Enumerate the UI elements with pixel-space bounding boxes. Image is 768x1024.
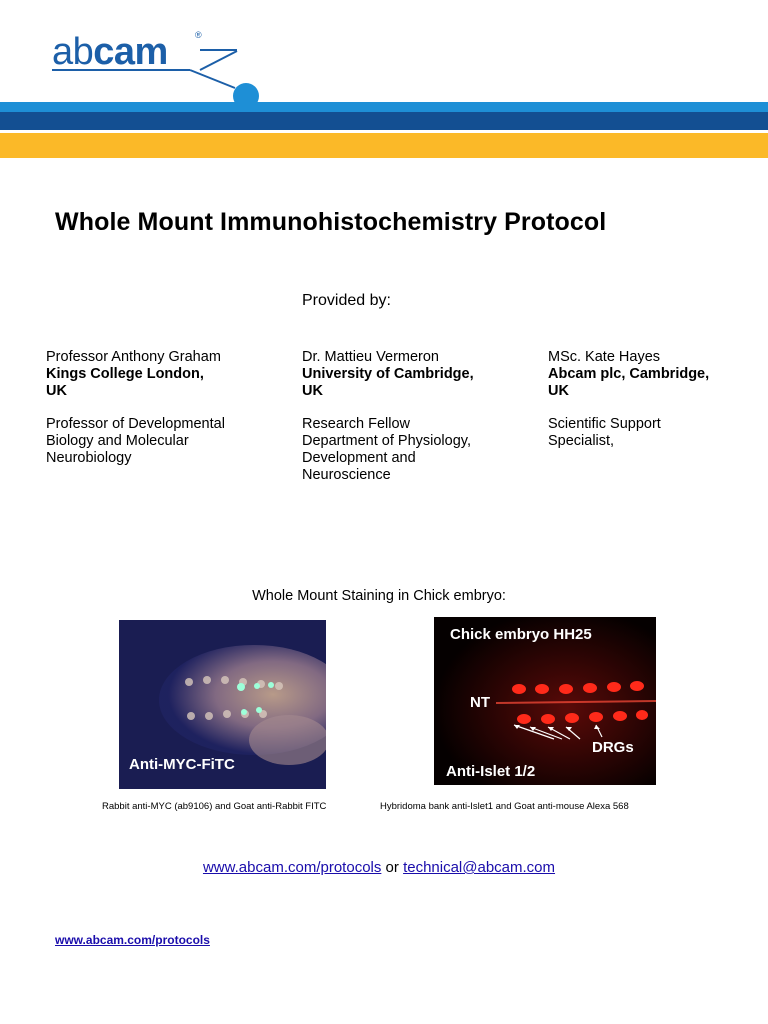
author-country: UK: [548, 383, 569, 399]
author-role-line: Neurobiology: [46, 450, 132, 466]
author-column-1: [46, 349, 225, 467]
author-role-line: Scientific Support: [548, 416, 661, 432]
header-stripe-dark: [0, 112, 768, 130]
author-column-2: [302, 349, 474, 484]
author-role-line: Neuroscience: [302, 467, 391, 483]
author-role-line: Professor of Developmental: [46, 416, 225, 432]
figure-caption: Whole Mount Staining in Chick embryo:: [252, 588, 506, 604]
author-name: Dr. Mattieu Vermeron: [302, 349, 439, 365]
author-role-line: Biology and Molecular: [46, 433, 189, 449]
author-column-3: [548, 349, 709, 450]
contact-links: [0, 859, 758, 876]
nt-label: NT: [470, 694, 490, 711]
author-institution: Abcam plc, Cambridge,: [548, 366, 710, 382]
or-text: or: [381, 859, 404, 876]
left-image-caption: Rabbit anti-MYC (ab9106) and Goat anti-Rabbit FITC: [102, 801, 327, 812]
author-role-line: Department of Physiology,: [302, 433, 471, 449]
footer-protocols-link[interactable]: www.abcam.com/protocols: [55, 933, 210, 947]
right-image-caption: Hybridoma bank anti-Islet1 and Goat anti-mouse Alexa 568: [380, 801, 629, 812]
anti-islet-label: Anti-Islet 1/2: [446, 763, 536, 780]
author-institution: Kings College London,: [46, 366, 204, 382]
anti-islet-image: [434, 617, 656, 785]
embryo-stage-label: Chick embryo HH25: [450, 626, 592, 643]
drgs-label: DRGs: [592, 739, 634, 756]
document-title: Whole Mount Immunohistochemistry Protocol: [55, 208, 607, 236]
anti-myc-image: [119, 620, 326, 789]
author-role-line: Research Fellow: [302, 416, 410, 432]
author-country: UK: [302, 383, 323, 399]
author-role-line: Development and: [302, 450, 416, 466]
author-role-line: Specialist,: [548, 433, 615, 449]
provided-by-label: Provided by:: [302, 292, 391, 309]
registered-mark: ®: [195, 30, 202, 40]
logo-wordmark: abcam: [52, 31, 168, 73]
protocols-link[interactable]: www.abcam.com/protocols: [202, 859, 382, 876]
header-stripe-light: [0, 102, 768, 112]
technical-email-link[interactable]: technical@abcam.com: [403, 859, 556, 876]
author-country: UK: [46, 383, 67, 399]
header-stripe-gold: [0, 133, 768, 158]
author-institution: University of Cambridge,: [302, 366, 474, 382]
author-name: Professor Anthony Graham: [46, 349, 221, 365]
anti-myc-label: Anti-MYC-FiTC: [129, 756, 235, 773]
author-name: MSc. Kate Hayes: [548, 349, 661, 365]
